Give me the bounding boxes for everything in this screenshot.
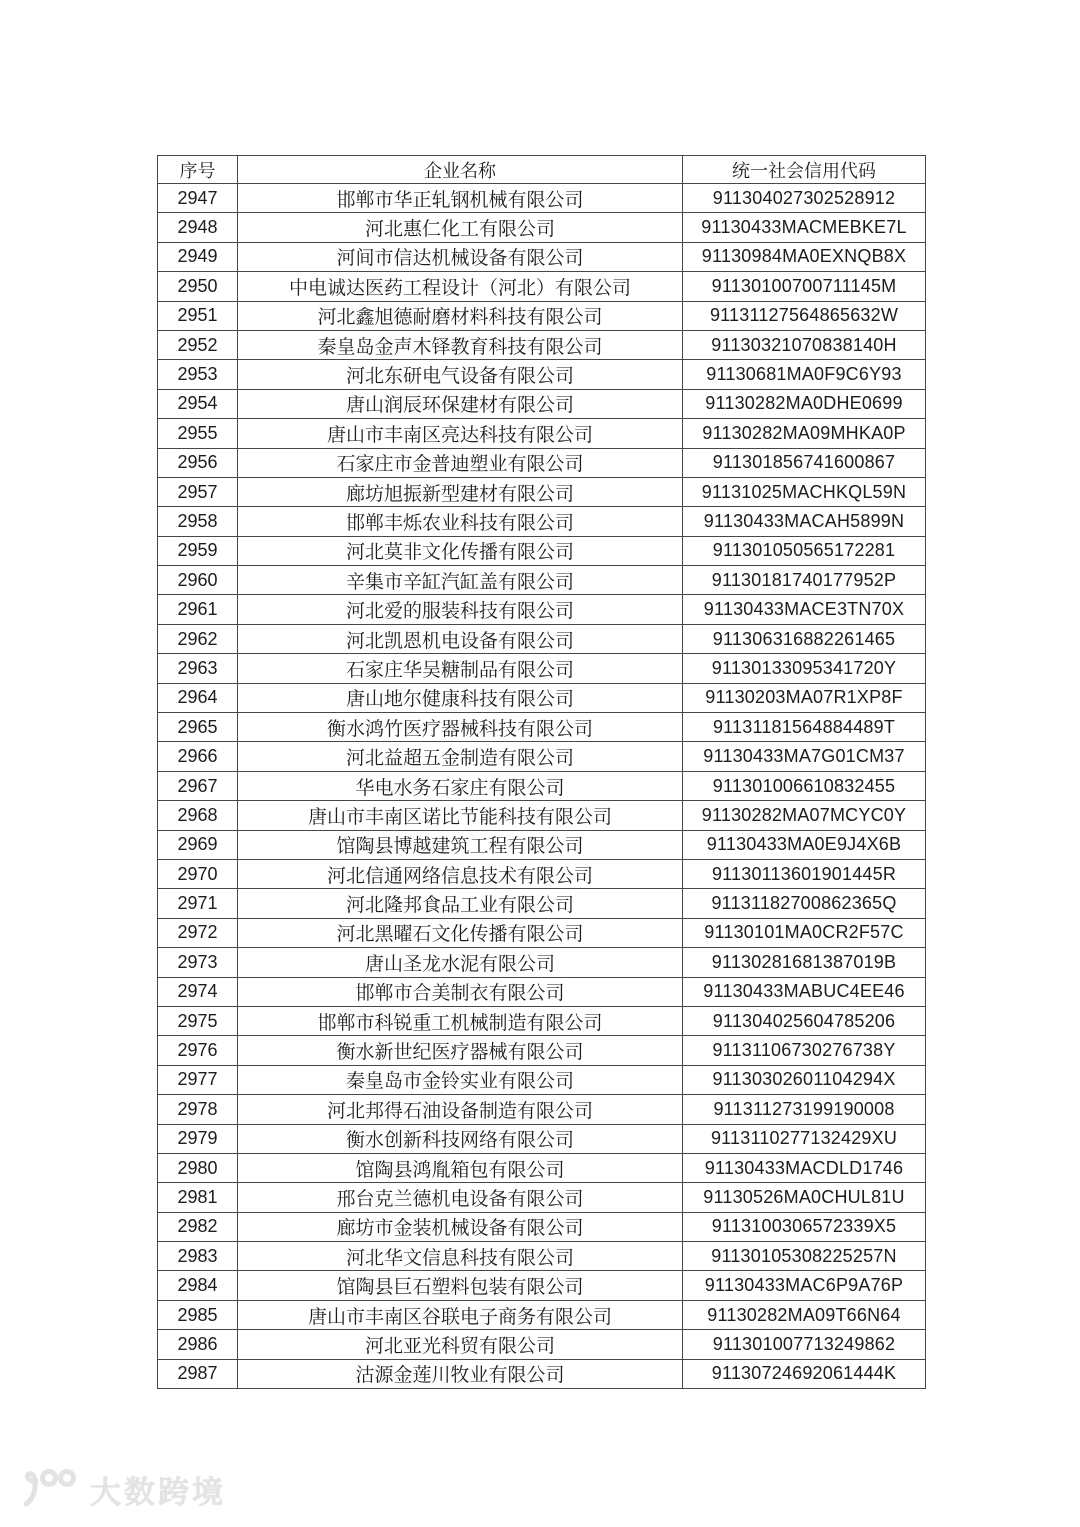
watermark-text: 大数跨境 <box>90 1475 226 1510</box>
cell-credit-code: 91131127564865632W <box>683 301 926 330</box>
cell-serial-number: 2960 <box>158 566 238 595</box>
cell-company-name: 唐山圣龙水泥有限公司 <box>238 948 683 977</box>
table-row <box>158 1065 926 1094</box>
header-serial-number: 序号 <box>158 156 238 184</box>
cell-serial-number: 2947 <box>158 184 238 213</box>
cell-credit-code: 91130282MA0DHE0699 <box>683 389 926 418</box>
cell-serial-number: 2964 <box>158 683 238 712</box>
cell-serial-number: 2951 <box>158 301 238 330</box>
table-row <box>158 184 926 213</box>
cell-serial-number: 2981 <box>158 1183 238 1212</box>
table-row <box>158 830 926 859</box>
cell-company-name: 邢台克兰德机电设备有限公司 <box>238 1183 683 1212</box>
cell-company-name: 沽源金莲川牧业有限公司 <box>238 1359 683 1388</box>
table-header-row <box>158 156 926 184</box>
table-row <box>158 1271 926 1300</box>
cell-company-name: 衡水创新科技网络有限公司 <box>238 1124 683 1153</box>
table-row <box>158 654 926 683</box>
cell-serial-number: 2984 <box>158 1271 238 1300</box>
table-row <box>158 1036 926 1065</box>
cell-company-name: 河间市信达机械设备有限公司 <box>238 242 683 271</box>
table-row <box>158 1124 926 1153</box>
table-row <box>158 301 926 330</box>
cell-serial-number: 2979 <box>158 1124 238 1153</box>
table-row <box>158 918 926 947</box>
cell-company-name: 唐山市丰南区亮达科技有限公司 <box>238 419 683 448</box>
cell-company-name: 邯郸丰烁农业科技有限公司 <box>238 507 683 536</box>
table-row <box>158 213 926 242</box>
table-row <box>158 1153 926 1182</box>
cell-company-name: 河北华文信息科技有限公司 <box>238 1242 683 1271</box>
table-row <box>158 1330 926 1359</box>
company-table <box>157 155 926 1389</box>
cell-serial-number: 2976 <box>158 1036 238 1065</box>
table-row <box>158 859 926 888</box>
cell-serial-number: 2969 <box>158 830 238 859</box>
cell-company-name: 馆陶县巨石塑料包装有限公司 <box>238 1271 683 1300</box>
cell-company-name: 河北信通网络信息技术有限公司 <box>238 859 683 888</box>
table-row <box>158 595 926 624</box>
cell-serial-number: 2966 <box>158 742 238 771</box>
cell-serial-number: 2958 <box>158 507 238 536</box>
cell-credit-code: 91130281681387019B <box>683 948 926 977</box>
cell-company-name: 唐山市丰南区谷联电子商务有限公司 <box>238 1300 683 1329</box>
cell-credit-code: 91130984MA0EXNQB8X <box>683 242 926 271</box>
cell-serial-number: 2987 <box>158 1359 238 1388</box>
cell-company-name: 河北亚光科贸有限公司 <box>238 1330 683 1359</box>
table-row <box>158 448 926 477</box>
cell-credit-code: 91130433MAC6P9A76P <box>683 1271 926 1300</box>
cell-serial-number: 2954 <box>158 389 238 418</box>
cell-company-name: 邯郸市华正轧钢机械有限公司 <box>238 184 683 213</box>
table-row <box>158 1212 926 1241</box>
table-row <box>158 977 926 1006</box>
cell-company-name: 馆陶县博越建筑工程有限公司 <box>238 830 683 859</box>
cell-serial-number: 2962 <box>158 624 238 653</box>
cell-company-name: 邯郸市合美制衣有限公司 <box>238 977 683 1006</box>
cell-credit-code: 91130433MACDLD1746 <box>683 1153 926 1182</box>
table-row <box>158 1006 926 1035</box>
cell-credit-code: 91130433MA0E9J4X6B <box>683 830 926 859</box>
header-company-name: 企业名称 <box>238 156 683 184</box>
cell-credit-code: 911301006610832455 <box>683 771 926 800</box>
cell-serial-number: 2967 <box>158 771 238 800</box>
cell-credit-code: 91130282MA09MHKA0P <box>683 419 926 448</box>
cell-serial-number: 2961 <box>158 595 238 624</box>
cell-company-name: 廊坊旭振新型建材有限公司 <box>238 477 683 506</box>
table-row <box>158 889 926 918</box>
cell-serial-number: 2968 <box>158 801 238 830</box>
table-row <box>158 389 926 418</box>
cell-credit-code: 91130282MA09T66N64 <box>683 1300 926 1329</box>
cell-serial-number: 2950 <box>158 272 238 301</box>
table-row <box>158 330 926 359</box>
cell-credit-code: 91130203MA07R1XP8F <box>683 683 926 712</box>
cell-company-name: 邯郸市科锐重工机械制造有限公司 <box>238 1006 683 1035</box>
cell-serial-number: 2963 <box>158 654 238 683</box>
table-row <box>158 624 926 653</box>
cell-credit-code: 91131182700862365Q <box>683 889 926 918</box>
cell-company-name: 衡水新世纪医疗器械有限公司 <box>238 1036 683 1065</box>
table-row <box>158 1183 926 1212</box>
cell-company-name: 石家庄市金普迪塑业有限公司 <box>238 448 683 477</box>
cell-serial-number: 2986 <box>158 1330 238 1359</box>
cell-company-name: 河北隆邦食品工业有限公司 <box>238 889 683 918</box>
cell-company-name: 馆陶县鸿胤箱包有限公司 <box>238 1153 683 1182</box>
cell-serial-number: 2985 <box>158 1300 238 1329</box>
cell-serial-number: 2953 <box>158 360 238 389</box>
cell-credit-code: 91130433MA7G01CM37 <box>683 742 926 771</box>
cell-credit-code: 911301007713249862 <box>683 1330 926 1359</box>
cell-credit-code: 91130433MACMEBKE7L <box>683 213 926 242</box>
cell-credit-code: 911301856741600867 <box>683 448 926 477</box>
watermark <box>22 1466 226 1508</box>
cell-serial-number: 2974 <box>158 977 238 1006</box>
cell-company-name: 衡水鸿竹医疗器械科技有限公司 <box>238 713 683 742</box>
cell-company-name: 河北鑫旭德耐磨材料科技有限公司 <box>238 301 683 330</box>
table-row <box>158 272 926 301</box>
cell-serial-number: 2965 <box>158 713 238 742</box>
cell-company-name: 河北莫非文化传播有限公司 <box>238 536 683 565</box>
table-row <box>158 1359 926 1388</box>
cell-credit-code: 9113100306572339X5 <box>683 1212 926 1241</box>
cell-company-name: 河北凯恩机电设备有限公司 <box>238 624 683 653</box>
cell-serial-number: 2970 <box>158 859 238 888</box>
cell-company-name: 唐山地尔健康科技有限公司 <box>238 683 683 712</box>
cell-company-name: 唐山润辰环保建材有限公司 <box>238 389 683 418</box>
dashu-100-logo-icon <box>22 1466 80 1508</box>
cell-company-name: 中电诚达医药工程设计（河北）有限公司 <box>238 272 683 301</box>
cell-serial-number: 2980 <box>158 1153 238 1182</box>
cell-credit-code: 91130181740177952P <box>683 566 926 595</box>
cell-company-name: 唐山市丰南区诺比节能科技有限公司 <box>238 801 683 830</box>
table-row <box>158 536 926 565</box>
cell-company-name: 石家庄华吴糖制品有限公司 <box>238 654 683 683</box>
cell-serial-number: 2973 <box>158 948 238 977</box>
cell-serial-number: 2977 <box>158 1065 238 1094</box>
cell-credit-code: 91131025MACHKQL59N <box>683 477 926 506</box>
cell-serial-number: 2971 <box>158 889 238 918</box>
cell-credit-code: 91130100700711145M <box>683 272 926 301</box>
cell-serial-number: 2978 <box>158 1095 238 1124</box>
cell-company-name: 辛集市辛缸汽缸盖有限公司 <box>238 566 683 595</box>
cell-company-name: 河北黑曜石文化传播有限公司 <box>238 918 683 947</box>
table-row <box>158 477 926 506</box>
cell-credit-code: 91130105308225257N <box>683 1242 926 1271</box>
cell-credit-code: 91130321070838140H <box>683 330 926 359</box>
cell-credit-code: 91130433MABUC4EE46 <box>683 977 926 1006</box>
cell-credit-code: 911306316882261465 <box>683 624 926 653</box>
cell-company-name: 秦皇岛市金铃实业有限公司 <box>238 1065 683 1094</box>
cell-credit-code: 911304027302528912 <box>683 184 926 213</box>
cell-company-name: 秦皇岛金声木铎教育科技有限公司 <box>238 330 683 359</box>
table-row <box>158 801 926 830</box>
table-row <box>158 1300 926 1329</box>
table-row <box>158 507 926 536</box>
cell-credit-code: 91130113601901445R <box>683 859 926 888</box>
cell-company-name: 河北东研电气设备有限公司 <box>238 360 683 389</box>
cell-credit-code: 911301050565172281 <box>683 536 926 565</box>
cell-serial-number: 2972 <box>158 918 238 947</box>
cell-serial-number: 2982 <box>158 1212 238 1241</box>
cell-credit-code: 91130433MACAH5899N <box>683 507 926 536</box>
cell-serial-number: 2949 <box>158 242 238 271</box>
cell-credit-code: 91130724692061444K <box>683 1359 926 1388</box>
cell-credit-code: 911311273199190008 <box>683 1095 926 1124</box>
cell-credit-code: 9113110277132429XU <box>683 1124 926 1153</box>
cell-credit-code: 91130302601104294X <box>683 1065 926 1094</box>
table-row <box>158 948 926 977</box>
cell-serial-number: 2956 <box>158 448 238 477</box>
cell-credit-code: 91130681MA0F9C6Y93 <box>683 360 926 389</box>
cell-credit-code: 91131106730276738Y <box>683 1036 926 1065</box>
table-row <box>158 566 926 595</box>
cell-company-name: 河北邦得石油设备制造有限公司 <box>238 1095 683 1124</box>
cell-credit-code: 91131181564884489T <box>683 713 926 742</box>
table-row <box>158 1242 926 1271</box>
cell-credit-code: 91130282MA07MCYC0Y <box>683 801 926 830</box>
cell-company-name: 河北惠仁化工有限公司 <box>238 213 683 242</box>
table-row <box>158 683 926 712</box>
cell-company-name: 华电水务石家庄有限公司 <box>238 771 683 800</box>
cell-credit-code: 911304025604785206 <box>683 1006 926 1035</box>
cell-serial-number: 2952 <box>158 330 238 359</box>
table-row <box>158 242 926 271</box>
table-row <box>158 1095 926 1124</box>
cell-company-name: 河北爱的服装科技有限公司 <box>238 595 683 624</box>
cell-credit-code: 91130133095341720Y <box>683 654 926 683</box>
cell-credit-code: 91130526MA0CHUL81U <box>683 1183 926 1212</box>
cell-serial-number: 2959 <box>158 536 238 565</box>
cell-serial-number: 2955 <box>158 419 238 448</box>
table-row <box>158 419 926 448</box>
cell-serial-number: 2957 <box>158 477 238 506</box>
cell-company-name: 河北益超五金制造有限公司 <box>238 742 683 771</box>
cell-serial-number: 2948 <box>158 213 238 242</box>
cell-credit-code: 91130433MACE3TN70X <box>683 595 926 624</box>
table-row <box>158 360 926 389</box>
table-row <box>158 771 926 800</box>
cell-credit-code: 91130101MA0CR2F57C <box>683 918 926 947</box>
table-row <box>158 713 926 742</box>
table-row <box>158 742 926 771</box>
cell-serial-number: 2983 <box>158 1242 238 1271</box>
cell-serial-number: 2975 <box>158 1006 238 1035</box>
header-credit-code: 统一社会信用代码 <box>683 156 926 184</box>
cell-company-name: 廊坊市金装机械设备有限公司 <box>238 1212 683 1241</box>
